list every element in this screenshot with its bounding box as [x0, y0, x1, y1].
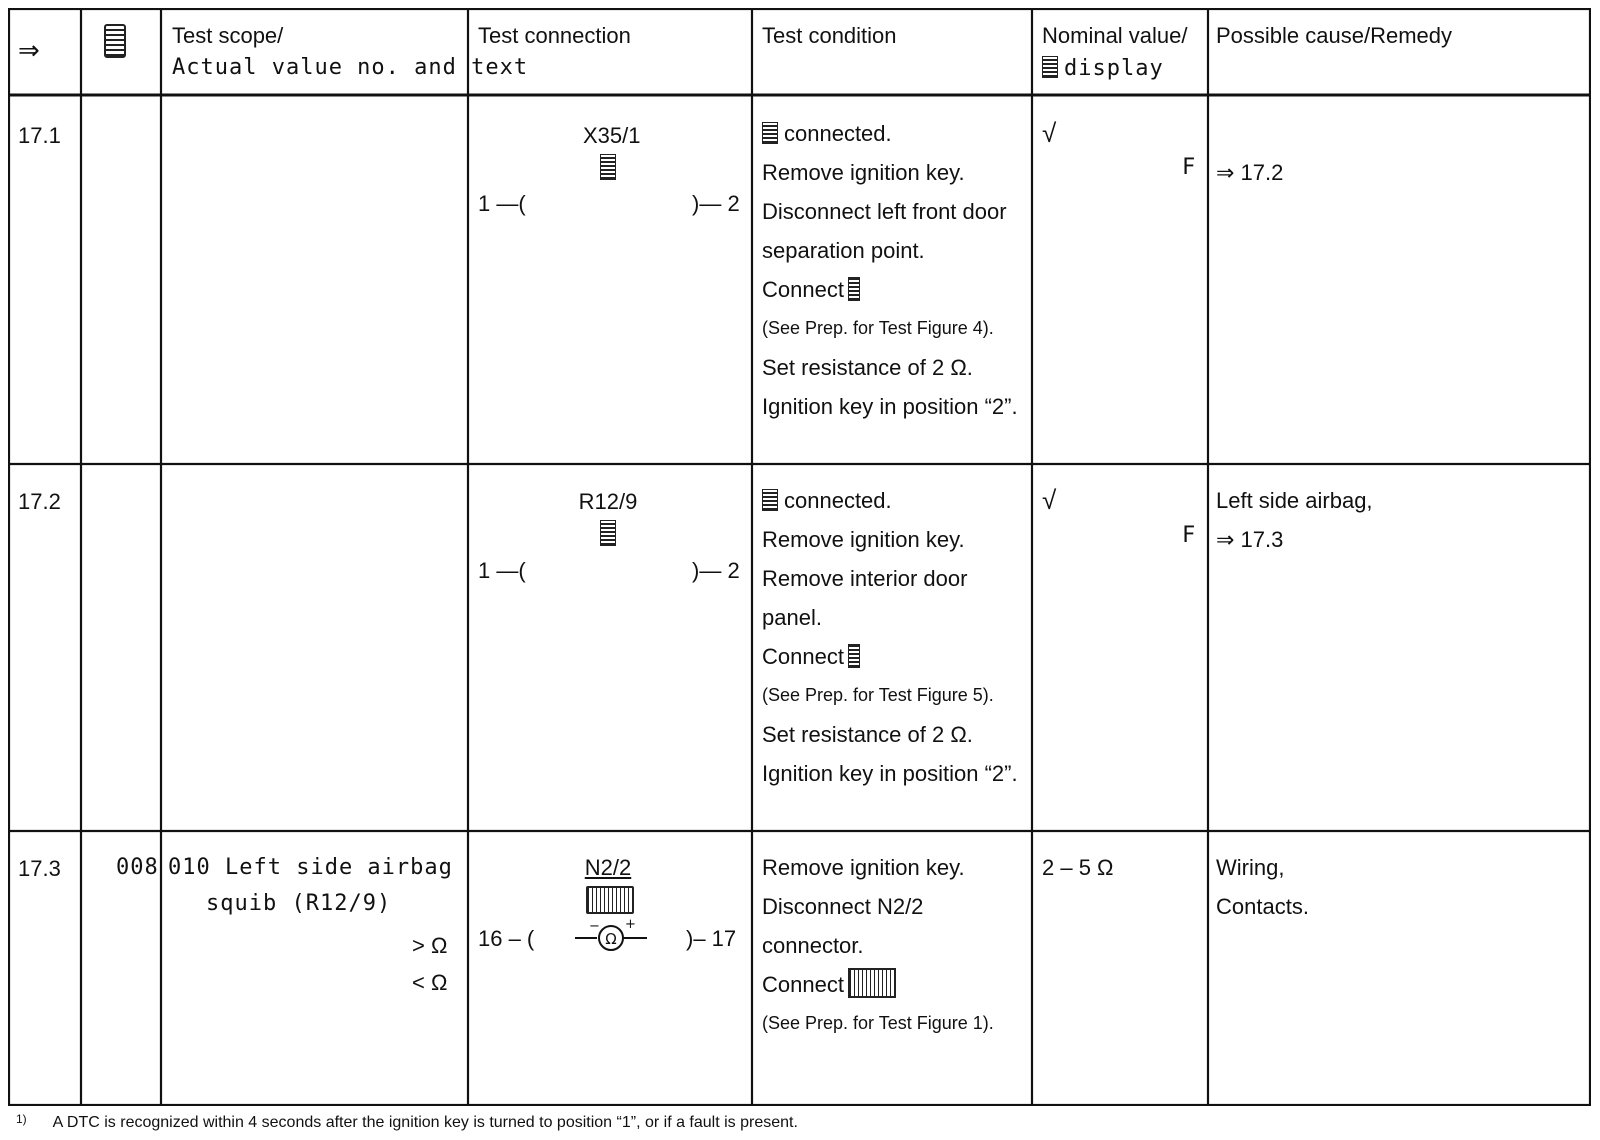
actual-value-number: 008	[116, 855, 159, 880]
remedy-text: Left side airbag,	[1216, 488, 1373, 513]
connector-label: R12/9	[578, 489, 638, 514]
ohmmeter-icon	[573, 916, 653, 956]
svg-text:Ω: Ω	[605, 930, 617, 948]
header-remedy: Possible cause/Remedy	[1216, 23, 1453, 48]
resistance-decade-icon	[848, 277, 860, 301]
condition-text: Connect	[762, 972, 844, 997]
condition-text: Connect	[762, 644, 844, 669]
condition-line: Remove ignition key.	[762, 160, 965, 185]
condition-line: Remove ignition key.	[762, 855, 965, 880]
condition-text: connected.	[784, 488, 892, 513]
remedy-text: ⇒ 17.2	[1216, 160, 1284, 185]
condition-line: Ignition key in position “2”.	[762, 394, 1018, 419]
actual-value-text: squib (R12/9)	[206, 891, 392, 916]
condition-line: Set resistance of 2 Ω.	[762, 722, 973, 747]
condition-line: Remove interior door	[762, 566, 968, 591]
header-display	[1042, 52, 1164, 85]
meter-icon	[762, 122, 778, 144]
condition-line: (See Prep. for Test Figure 4).	[762, 318, 994, 338]
nominal-check-mark: √	[1042, 485, 1057, 515]
connector-label: X35/1	[583, 123, 641, 148]
pin-right: )— 2	[692, 191, 740, 216]
step-number: 17.2	[18, 489, 61, 514]
nominal-fault-flag: F	[1182, 155, 1197, 180]
condition-line: (See Prep. for Test Figure 1).	[762, 1013, 994, 1033]
condition-line	[762, 965, 896, 1004]
socket-box-icon	[848, 968, 896, 998]
tester-device-icon	[104, 24, 126, 58]
footnote	[16, 1112, 798, 1132]
header-nominal-value: Nominal value/	[1042, 23, 1188, 48]
header-test-condition: Test condition	[762, 23, 897, 48]
condition-line: panel.	[762, 605, 822, 630]
resistance-symbol: > Ω	[412, 933, 448, 958]
meter-icon	[762, 489, 778, 511]
condition-line: Ignition key in position “2”.	[762, 761, 1018, 786]
header-test-scope: Test scope/	[172, 23, 284, 48]
meter-icon	[1042, 56, 1058, 78]
condition-line: separation point.	[762, 238, 925, 263]
condition-line	[762, 481, 892, 520]
footnote-text: A DTC is recognized within 4 seconds after the ignition key is turned to position “1”, or if a fault is present.	[52, 1114, 798, 1131]
condition-line	[762, 270, 860, 309]
footnote-marker: 1)	[16, 1112, 27, 1126]
pin-right: )— 2	[692, 558, 740, 583]
condition-line: Remove ignition key.	[762, 527, 965, 552]
resistance-symbol: < Ω	[412, 970, 448, 995]
condition-line: connector.	[762, 933, 864, 958]
resistance-decade-icon	[848, 644, 860, 668]
pin-left: 1 —(	[478, 191, 526, 216]
header-arrow: ⇒	[18, 35, 40, 65]
condition-line: Disconnect left front door	[762, 199, 1007, 224]
header-test-connection: Test connection	[478, 23, 631, 48]
condition-line	[762, 637, 860, 676]
pin-left: 1 —(	[478, 558, 526, 583]
condition-line: Set resistance of 2 Ω.	[762, 355, 973, 380]
socket-box-icon	[586, 886, 634, 914]
condition-text: Connect	[762, 277, 844, 302]
condition-line: (See Prep. for Test Figure 5).	[762, 685, 994, 705]
nominal-value: 2 – 5 Ω	[1042, 855, 1114, 880]
svg-text:+: +	[625, 917, 636, 932]
connector-label: N2/2	[584, 855, 632, 880]
remedy-text: Contacts.	[1216, 894, 1309, 919]
header-display-label: display	[1064, 56, 1164, 81]
step-number: 17.1	[18, 123, 61, 148]
socket-box-icon	[600, 520, 616, 546]
header-actual-value: Actual value no. and text	[172, 55, 529, 80]
socket-box-icon	[600, 154, 616, 180]
diagnostic-test-table	[8, 8, 1591, 1106]
step-number: 17.3	[18, 856, 61, 881]
pin-left: 16 – (	[478, 926, 535, 951]
nominal-check-mark: √	[1042, 118, 1057, 148]
remedy-text: Wiring,	[1216, 855, 1285, 880]
condition-line	[762, 114, 892, 153]
condition-text: connected.	[784, 121, 892, 146]
remedy-text: ⇒ 17.3	[1216, 527, 1284, 552]
svg-text:−: −	[589, 919, 600, 934]
nominal-fault-flag: F	[1182, 523, 1197, 548]
actual-value-text: 010 Left side airbag	[168, 855, 453, 880]
pin-right: )– 17	[686, 926, 737, 951]
condition-line: Disconnect N2/2	[762, 894, 924, 919]
